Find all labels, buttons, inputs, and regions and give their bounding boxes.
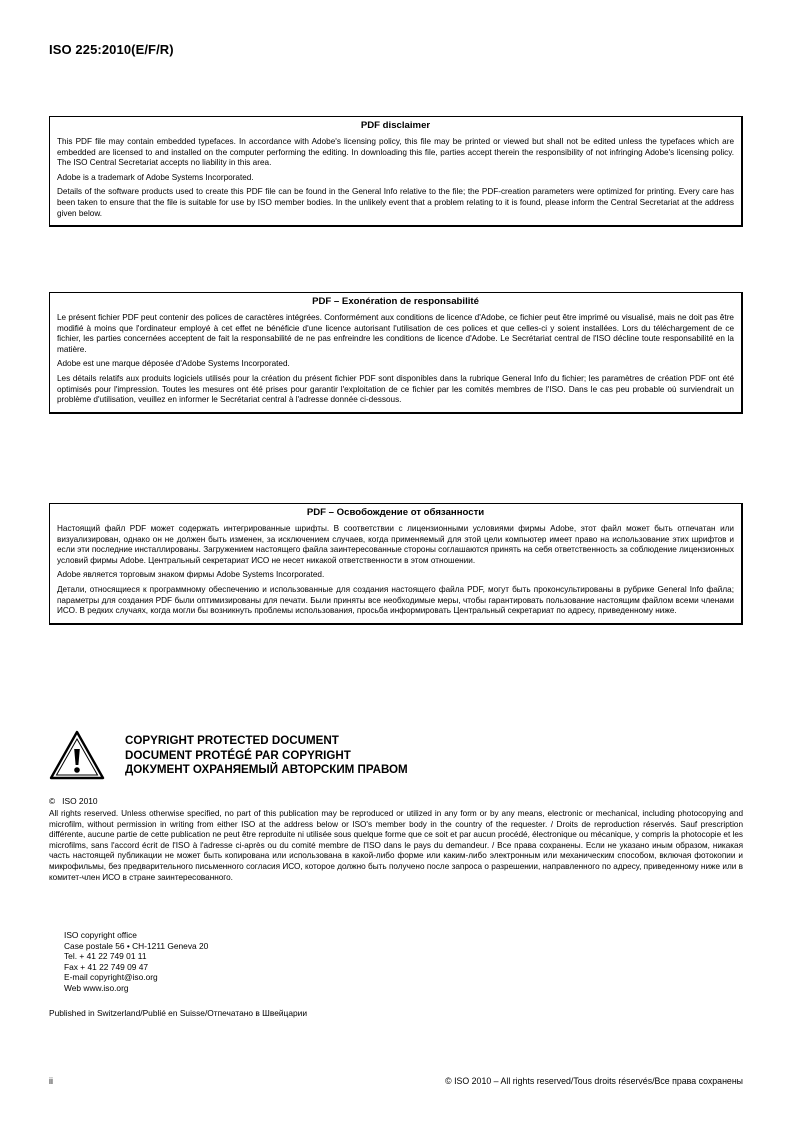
page-number: ii <box>49 1076 53 1086</box>
pdf-disclaimer-ru <box>49 503 743 625</box>
copyright-title-en: COPYRIGHT PROTECTED DOCUMENT <box>125 734 339 747</box>
contact-fax: Fax + 41 22 749 09 47 <box>64 961 149 972</box>
contact-email: E-mail copyright@iso.org <box>64 972 158 983</box>
disclaimer-title-fr: PDF – Exonération de responsabilité <box>312 296 479 307</box>
pdf-disclaimer-en <box>49 116 743 227</box>
contact-address: Case postale 56 • CH-1211 Geneva 20 <box>64 940 209 951</box>
warning-icon <box>49 730 105 780</box>
published-in: Published in Switzerland/Publié en Suisse/Отпечатано в Швейцарии <box>49 1008 308 1018</box>
copyright-title-ru: ДОКУМЕНТ ОХРАНЯЕМЫЙ АВТОРСКИМ ПРАВОМ <box>125 763 408 776</box>
disclaimer-paragraph: Детали, относящиеся к программному обеспечению и использованные для создания настоящего файла PDF, могут быть проконсультированы в рубрике General Info файла; параметры для создания PDF были оптимизированы для печати. Были приняты все необходимые меры, чтобы гарантировать пользование настоящим файлом всеми членами ИСО. В редких случаях, когда могли бы возникнуть проблемы использования, просьба информировать Центральный секретариат по адресу, приведенному ниже. <box>57 584 734 616</box>
copyright-header <box>49 730 743 782</box>
disclaimer-title-ru: PDF – Освобождение от обязанности <box>306 507 485 518</box>
copyright-year: © ISO 2010 <box>49 796 98 806</box>
contact-web: Web www.iso.org <box>64 982 129 993</box>
disclaimer-paragraph: Les détails relatifs aux produits logiciels utilisés pour la création du présent fichier PDF sont disponibles dans la rubrique General Info du fichier; les paramètres de création PDF ont été optimisés pour l'impression. Toutes les mesures ont été prises pour garantir l'exploitation de ce fichier par les comités membres de l'ISO. Dans le cas peu probable où surviendrait un problème d'utilisation, veuillez en informer le Secrétariat central à l'adresse donnée ci-dessous. <box>57 373 734 405</box>
disclaimer-paragraph: Настоящий файл PDF может содержать интегрированные шрифты. В соответствии с лицензионными условиями фирмы Adobe, этот файл может быть отпечатан или визуализирован, однако он не должен быть изменен, за исключением случаев, когда применяемый для этой цели компьютер имеет право на использование этих шрифтов и если эти последние инсталлированы. Загружением настоящего файла заинтересованные стороны соглашаются принять на себя ответственность за соблюдение лицензионных условий фирмы Adobe. Центральный секретариат ИСО не несет никакой ответственности в этом отношении. <box>57 524 735 565</box>
rights-statement: All rights reserved. Unless otherwise specified, no part of this publication may be reproduced or utilized in any form or by any means, electronic or mechanical, including photocopying and microfilm, without permission in writing from either ISO at the address below or ISO's member body in the country of the requester. / Droits de reproduction réservés. Sauf prescription différente, aucune partie de cette publication ne peut être reproduite ni utilisée sous quelque forme que ce soit et par aucun procédé, électronique ou mécanique, y compris la photocopie et les microfilms, sans l'accord écrit de l'ISO à l'adresse ci-après ou du comité membre de l'ISO dans le pays du demandeur. / Все права сохранены. Если не указано иным образом, никакая часть настоящей публикации не может быть копирована или использована в какой-либо форме или каким-либо электронным или механическим способом, включая фотокопии и микрофильмы, без предварительного письменного согласия ИСО, которое должно быть получено после запроса о разрешении, направленного по адресу, приведенному ниже или в комитет-член ИСО в стране заинтересованного. <box>49 809 743 882</box>
copyright-title-fr: DOCUMENT PROTÉGÉ PAR COPYRIGHT <box>125 748 351 762</box>
disclaimer-title-en: PDF disclaimer <box>360 120 431 131</box>
disclaimer-paragraph: Adobe est une marque déposée d'Adobe Systems Incorporated. <box>57 359 290 369</box>
contact-tel: Tel. + 41 22 749 01 11 <box>64 951 147 962</box>
contact-office: ISO copyright office <box>64 930 137 940</box>
disclaimer-paragraph: Adobe is a trademark of Adobe Systems Incorporated. <box>57 172 254 182</box>
document-id: ISO 225:2010(E/F/R) <box>49 42 174 57</box>
disclaimer-paragraph: This PDF file may contain embedded typefaces. In accordance with Adobe's licensing policy, this file may be printed or viewed but shall not be edited unless the typefaces which are embedded are licensed to and installed on the computer performing the editing. In downloading this file, parties accept therein the responsibility of not infringing Adobe's licensing policy. The ISO Central Secretariat accepts no liability in this area. <box>57 137 734 168</box>
disclaimer-paragraph: Details of the software products used to create this PDF file can be found in the General Info relative to the file; the PDF-creation parameters were optimized for printing. Every care has been taken to ensure that the file is suitable for use by ISO member bodies. In the unlikely event that a problem relating to it is found, please inform the Central Secretariat at the address given below. <box>57 187 734 218</box>
disclaimer-paragraph: Adobe является торговым знаком фирмы Adobe Systems Incorporated. <box>57 570 325 580</box>
pdf-disclaimer-fr <box>49 292 743 414</box>
disclaimer-paragraph: Le présent fichier PDF peut contenir des polices de caractères intégrées. Conformément aux conditions de licence d'Adobe, ce fichier peut être imprimé ou visualisé, mais ne doit pas être modifié à moins que l'ordinateur employé à cet effet ne bénéficie d'une licence autorisant l'utilisation de ces polices et que celles-ci y soient installées. Lors du téléchargement de ce fichier, les parties concernées acceptent de fait la responsabilité de ne pas enfreindre les conditions de licence d'Adobe. Le Secrétariat central de l'ISO décline toute responsabilité en la matière. <box>57 313 734 354</box>
footer-copyright: © ISO 2010 – All rights reserved/Tous droits réservés/Все права сохранены <box>445 1076 743 1086</box>
contact-block <box>64 930 208 994</box>
